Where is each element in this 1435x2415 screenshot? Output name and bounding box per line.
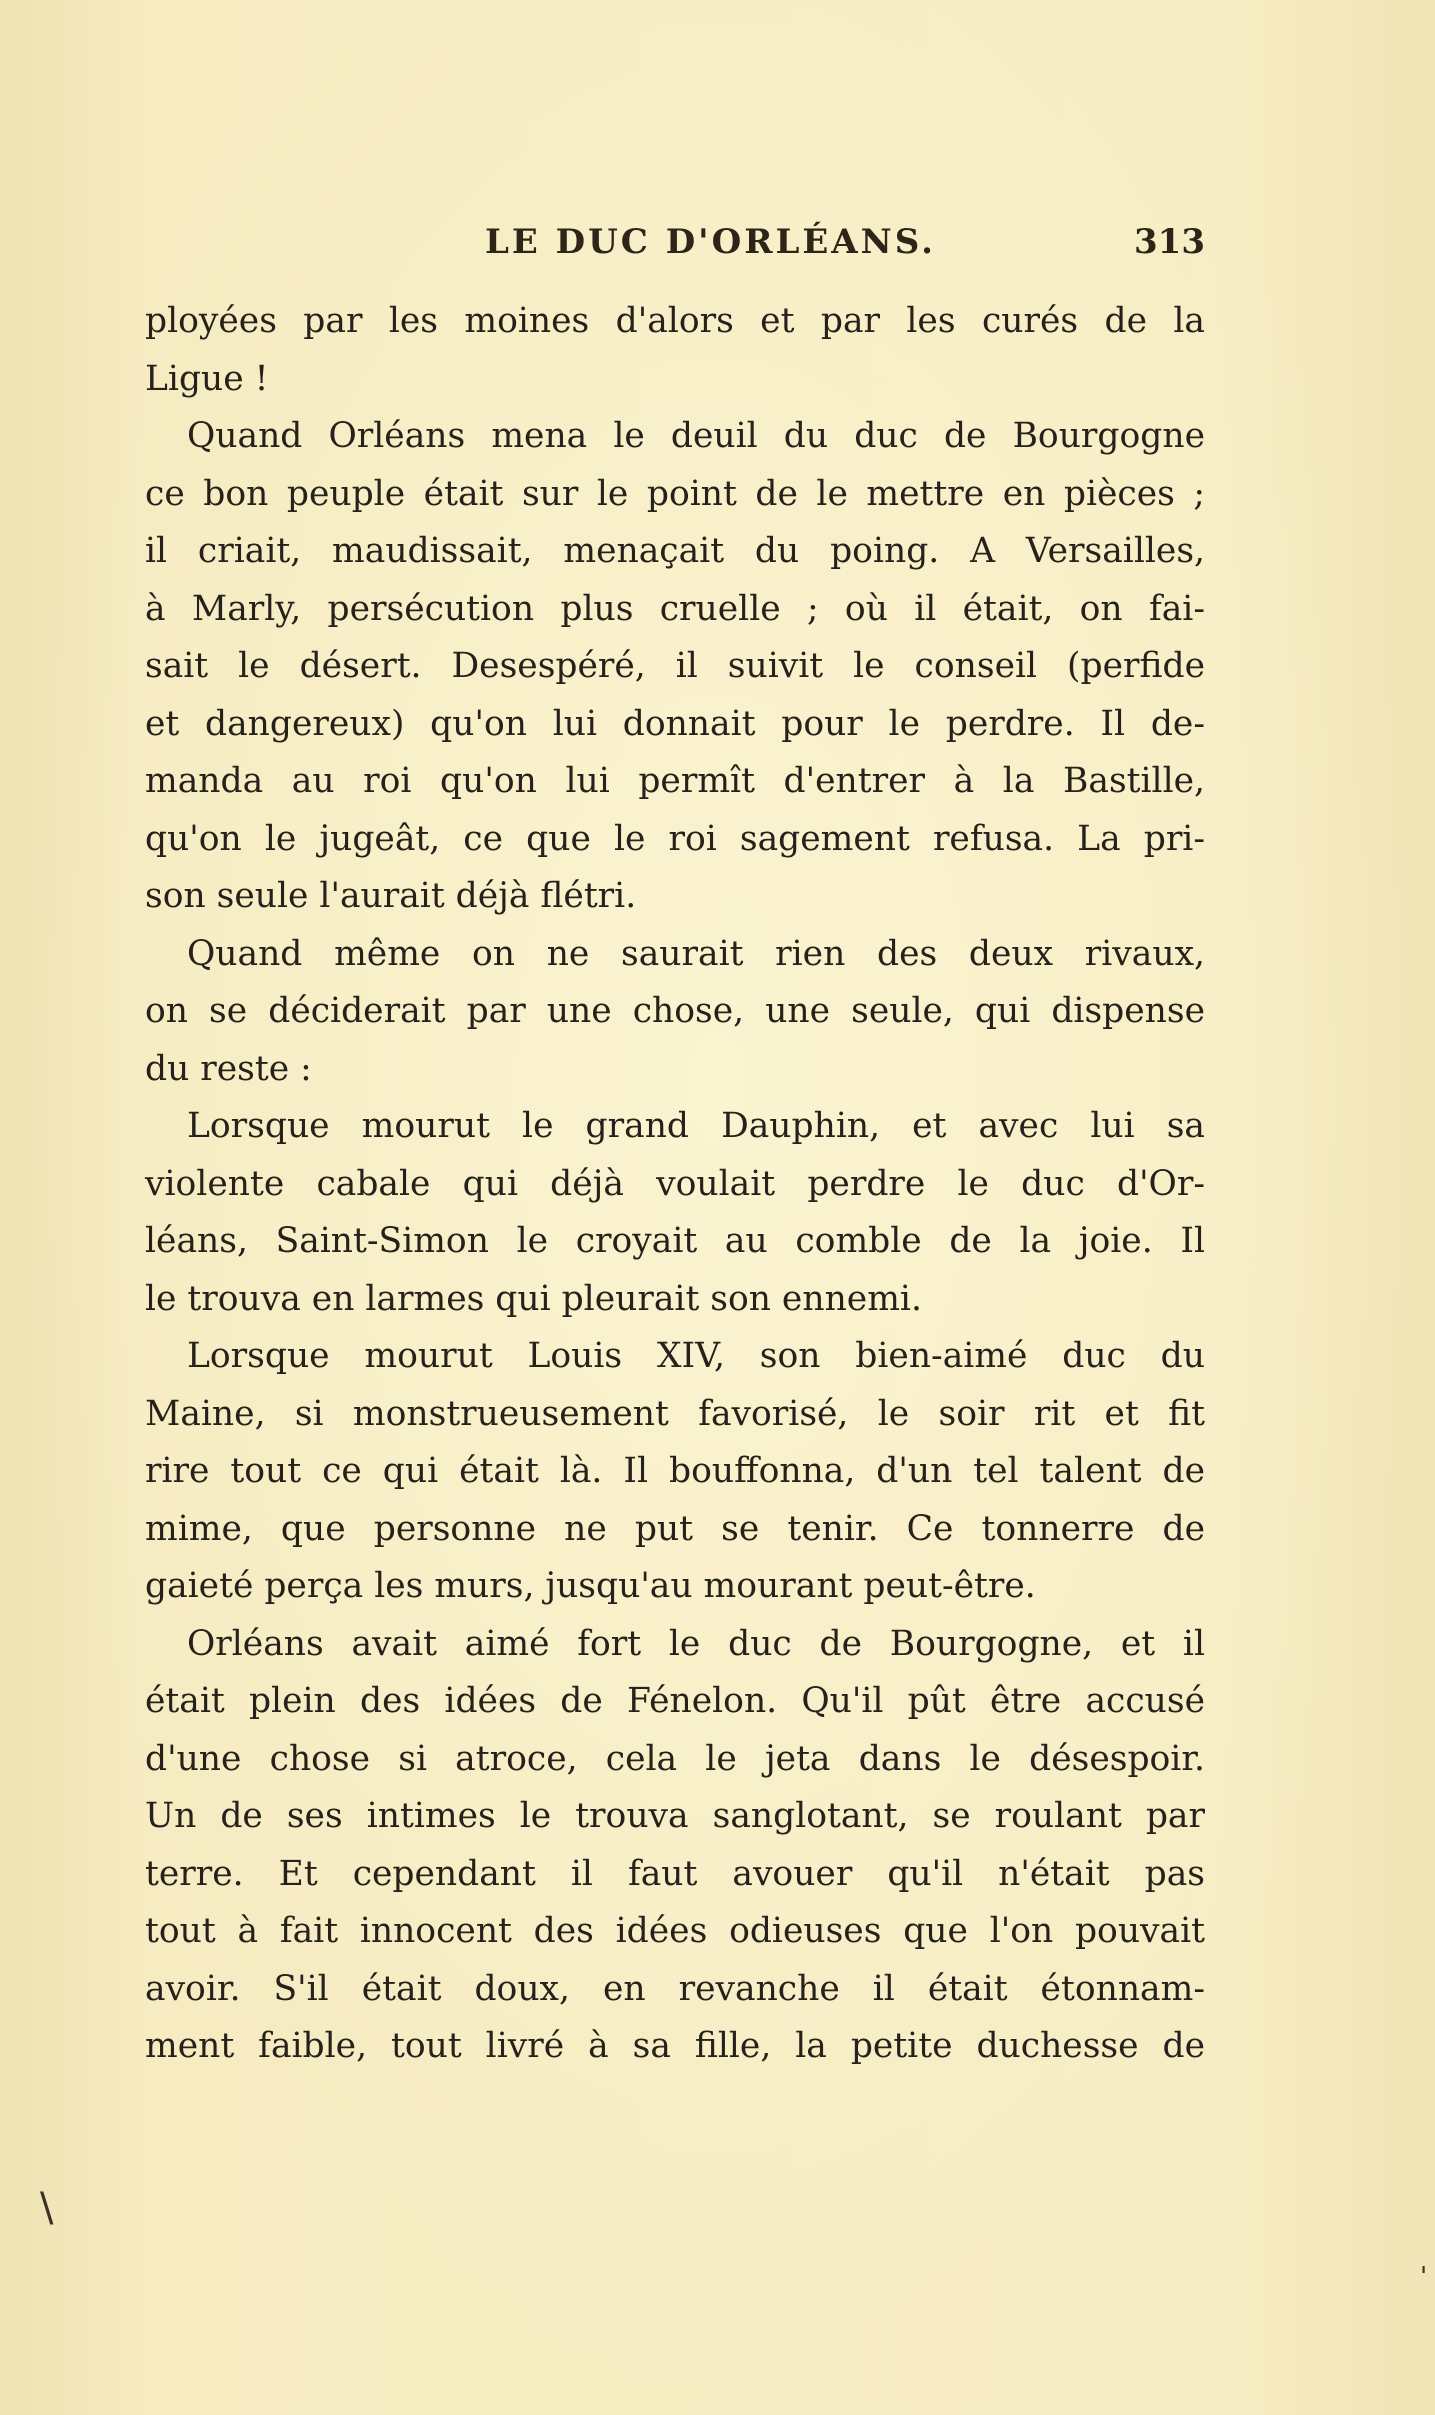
text-line: Quand Orléans mena le deuil du duc de Bourgogne (187, 416, 1205, 456)
text-line: était plein des idées de Fénelon. Qu'il pût être accusé (145, 1681, 1205, 1721)
text-line: et dangereux) qu'on lui donnait pour le perdre. Il de- (145, 703, 1205, 744)
text-line: ployées par les moines d'alors et par les curés de la (145, 301, 1205, 341)
text-line: mime, que personne ne put se tenir. Ce tonnerre de (145, 1508, 1205, 1549)
text-line: Ligue ! (145, 358, 269, 399)
running-title: LE DUC D'ORLÉANS. (485, 222, 936, 262)
text-line: sait le désert. Desespéré, il suivit le conseil (perfide (145, 646, 1205, 686)
text-line: à Marly, persécution plus cruelle ; où il était, on fai- (145, 588, 1205, 629)
text-line: Maine, si monstrueusement favorisé, le soir rit et fit (145, 1393, 1205, 1434)
text-line: léans, Saint-Simon le croyait au comble de la joie. Il (145, 1221, 1205, 1261)
page-number: 313 (1134, 222, 1205, 262)
text-line: qu'on le jugeât, ce que le roi sagement refusa. La pri- (145, 818, 1205, 859)
text-line: Orléans avait aimé fort le duc de Bourgogne, et il (187, 1623, 1205, 1664)
text-line: du reste : (145, 1048, 312, 1089)
running-head (145, 222, 1205, 272)
text-line: Un de ses intimes le trouva sanglotant, se roulant par (145, 1796, 1205, 1836)
text-line: le trouva en larmes qui pleurait son ennemi. (145, 1278, 922, 1319)
text-line: violente cabale qui déjà voulait perdre le duc d'Or- (145, 1163, 1205, 1204)
text-line: terre. Et cependant il faut avouer qu'il n'était pas (145, 1853, 1205, 1894)
text-line: on se déciderait par une chose, une seule, qui dispense (145, 991, 1205, 1031)
margin-mark-right: ' (1420, 2262, 1428, 2292)
text-line: d'une chose si atroce, cela le jeta dans le désespoir. (145, 1738, 1205, 1779)
text-line: manda au roi qu'on lui permît d'entrer à la Bastille, (145, 761, 1205, 801)
text-line: Quand même on ne saurait rien des deux rivaux, (187, 933, 1205, 974)
text-line: rire tout ce qui était là. Il bouffonna, d'un tel talent de (145, 1451, 1205, 1491)
text-line: ment faible, tout livré à sa fille, la petite duchesse de (145, 2026, 1205, 2066)
margin-mark-left: \ (40, 2185, 54, 2231)
text-line: Lorsque mourut le grand Dauphin, et avec lui sa (187, 1106, 1205, 1146)
body-text (145, 293, 1205, 2076)
text-line: ce bon peuple était sur le point de le mettre en pièces ; (145, 473, 1205, 514)
text-line: gaieté perça les murs, jusqu'au mourant peut-être. (145, 1566, 1036, 1606)
text-line: Lorsque mourut Louis XIV, son bien-aimé duc du (187, 1336, 1205, 1376)
text-line: il criait, maudissait, menaçait du poing. A Versailles, (145, 531, 1205, 571)
text-line: tout à fait innocent des idées odieuses que l'on pouvait (145, 1911, 1205, 1951)
text-line: son seule l'aurait déjà flétri. (145, 876, 637, 916)
text-line: avoir. S'il était doux, en revanche il était étonnam- (145, 1968, 1205, 2009)
